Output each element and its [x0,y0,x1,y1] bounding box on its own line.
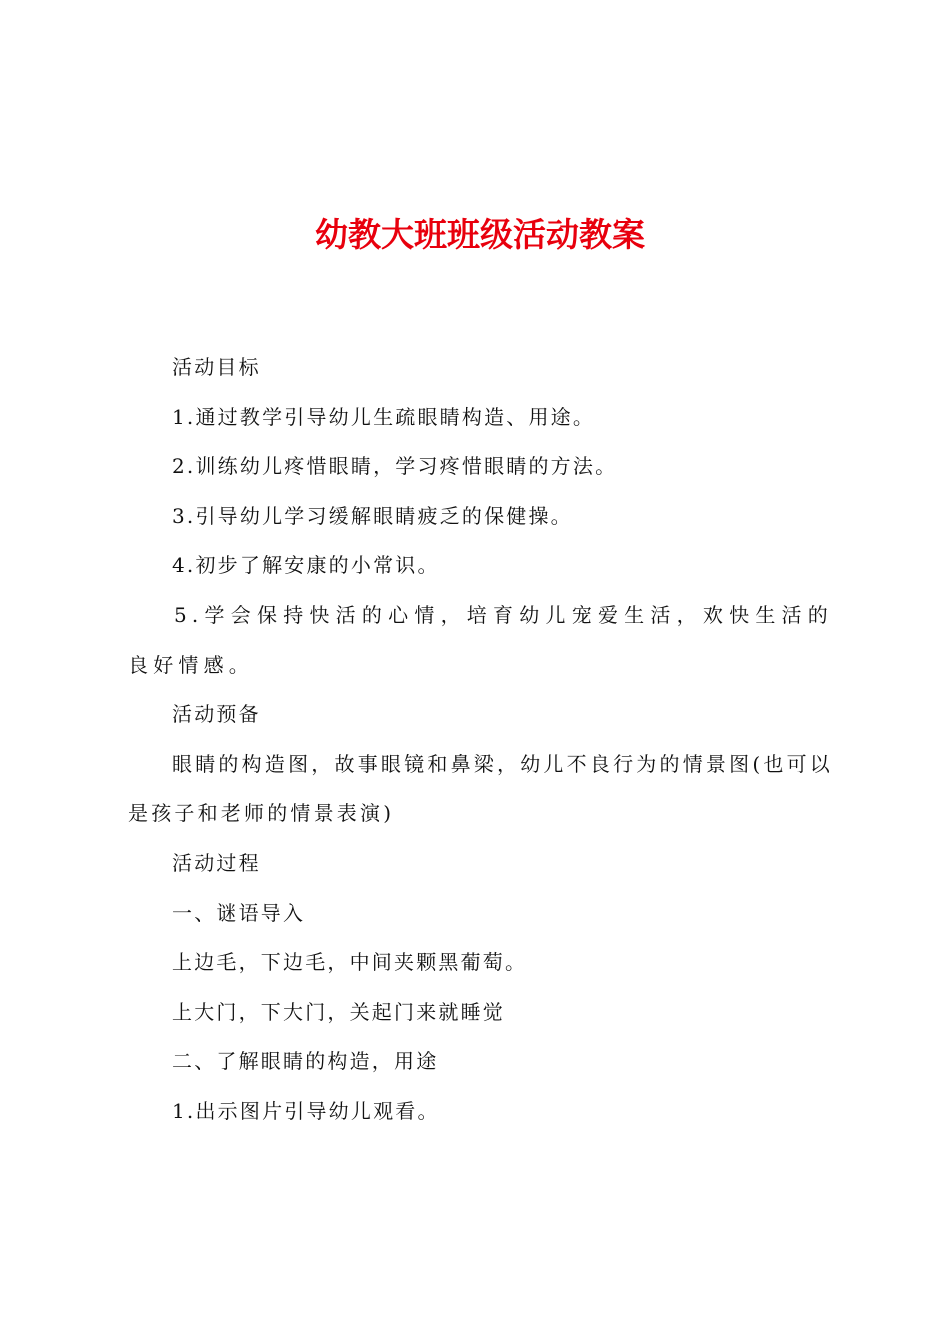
paragraph: 眼睛的构造图，故事眼镜和鼻梁，幼儿不良行为的情景图(也可以是孩子和老师的情景表演) [128,751,833,826]
paragraph: 一、谜语导入 [172,900,306,925]
section-heading-preparation: 活动预备 [172,702,261,727]
paragraph: 二、了解眼睛的构造，用途 [172,1049,439,1074]
paragraph: 上大门，下大门，关起门来就睡觉 [172,999,505,1024]
paragraph: 上边毛，下边毛，中间夹颗黑葡萄。 [172,950,528,975]
document-title: 幼教大班班级活动教案 [315,215,645,254]
paragraph: 2.训练幼儿疼惜眼睛，学习疼惜眼睛的方法。 [172,454,618,479]
paragraph: 1.通过教学引导幼儿生疏眼睛构造、用途。 [172,404,596,429]
section-heading-process: 活动过程 [172,850,261,875]
section-heading-goals: 活动目标 [172,355,261,379]
document-body [128,343,833,1137]
paragraph: 3.引导幼儿学习缓解眼睛疲乏的保健操。 [172,503,573,528]
paragraph: 1.出示图片引导幼儿观看。 [172,1098,440,1123]
paragraph: 5.学会保持快活的心情，培育幼儿宠爱生活，欢快生活的良好情感。 [128,602,833,677]
paragraph: 4.初步了解安康的小常识。 [172,553,440,578]
